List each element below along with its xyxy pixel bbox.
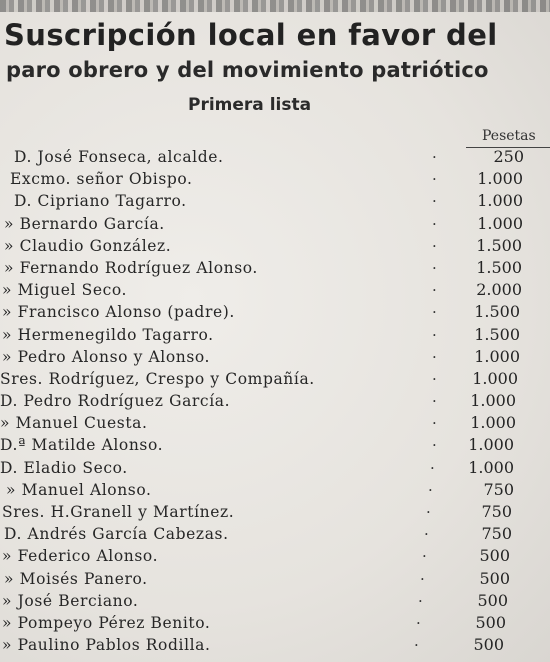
list-item (0, 213, 550, 235)
subscriber-name: D. Eladio Seco. (0, 458, 128, 477)
subscriber-name: » Manuel Alonso. (6, 480, 152, 499)
subscription-amount: 1.500 (474, 302, 520, 322)
subscriber-name: » Fernando Rodríguez Alonso. (4, 258, 258, 277)
leader-dot: · (432, 436, 437, 455)
subscriber-name: » José Berciano. (2, 591, 139, 610)
subscription-amount: 2.000 (476, 280, 522, 300)
leader-dot: · (432, 170, 437, 189)
leader-dot: · (432, 347, 437, 366)
leader-dot: · (420, 569, 425, 588)
leader-dot: · (432, 303, 437, 322)
list-item (0, 257, 550, 279)
subscriber-name: D. Cipriano Tagarro. (14, 192, 187, 211)
subscriber-name: » Francisco Alonso (padre). (2, 303, 235, 322)
subscription-amount: 1.000 (470, 391, 516, 411)
list-item (0, 634, 550, 656)
leader-dot: · (432, 392, 437, 411)
leader-dot: · (424, 525, 429, 544)
subscriber-name: » Bernardo García. (4, 214, 165, 233)
list-item (0, 412, 550, 434)
list-item (0, 368, 550, 390)
subscription-amount: 1.000 (468, 435, 514, 455)
subscriber-name: D. Andrés García Cabezas. (4, 525, 229, 544)
subscriber-name: » Hermenegildo Tagarro. (2, 325, 214, 344)
list-item (0, 390, 550, 412)
leader-dot: · (432, 369, 437, 388)
torn-top-edge (0, 0, 550, 12)
list-item (0, 457, 550, 479)
leader-dot: · (432, 414, 437, 433)
subscription-amount: 1.500 (474, 324, 520, 344)
subscription-amount: 500 (473, 635, 504, 655)
subscriber-name: » Moisés Panero. (4, 569, 148, 588)
list-item (0, 545, 550, 567)
leader-dot: · (432, 281, 437, 300)
subscription-amount: 750 (481, 502, 512, 521)
subscriber-name: » Paulino Pablos Rodilla. (2, 636, 211, 655)
list-item (0, 279, 550, 301)
article-title: Suscripción local en favor del (4, 18, 498, 52)
subscription-amount: 250 (493, 147, 524, 166)
subscription-amount: 750 (481, 524, 512, 544)
subscription-amount: 1.000 (477, 191, 523, 211)
subscription-amount: 1.000 (468, 457, 514, 477)
subscriber-name: » Claudio González. (4, 236, 172, 255)
subscription-amount: 1.000 (477, 213, 523, 233)
list-item (0, 324, 550, 346)
list-item (0, 190, 550, 212)
list-item (0, 168, 550, 190)
leader-dot: · (426, 503, 431, 521)
subscriber-name: Sres. Rodríguez, Crespo y Compañía. (0, 369, 315, 388)
subscriber-name: » Federico Alonso. (2, 547, 159, 566)
list-heading: Primera lista (188, 95, 312, 115)
list-item (0, 568, 550, 590)
leader-dot: · (432, 258, 437, 277)
leader-dot: · (414, 636, 419, 655)
subscription-amount: 1.500 (476, 235, 522, 255)
leader-dot: · (432, 148, 437, 166)
subscription-amount: 500 (479, 546, 510, 566)
leader-dot: · (416, 613, 421, 632)
leader-dot: · (418, 591, 423, 610)
list-item (0, 301, 550, 323)
leader-dot: · (428, 480, 433, 499)
leader-dot: · (432, 214, 437, 233)
leader-dot: · (422, 547, 427, 566)
subscriber-name: » Pedro Alonso y Alonso. (2, 347, 211, 366)
leader-dot: · (432, 236, 437, 255)
list-item (0, 523, 550, 545)
subscriber-name: » Miguel Seco. (2, 281, 128, 300)
leader-dot: · (430, 458, 435, 477)
list-item (0, 235, 550, 257)
leader-dot: · (432, 192, 437, 211)
article-subtitle: paro obrero y del movimiento patriótico (6, 58, 489, 82)
subscriber-name: D.ª Matilde Alonso. (0, 436, 164, 455)
amount-column-header: Pesetas (482, 128, 536, 144)
subscription-amount: 1.000 (477, 169, 523, 189)
list-item (0, 612, 550, 634)
subscription-amount: 500 (477, 590, 508, 610)
subscription-amount: 1.500 (476, 257, 522, 277)
list-item (0, 346, 550, 368)
subscription-amount: 500 (475, 612, 506, 632)
subscriber-name: D. José Fonseca, alcalde. (14, 148, 224, 166)
subscription-amount: 1.000 (470, 413, 516, 433)
subscription-amount: 500 (479, 568, 510, 588)
subscription-amount: 1.000 (474, 346, 520, 366)
subscriber-name: Excmo. señor Obispo. (10, 170, 193, 189)
subscriber-name: » Pompeyo Pérez Benito. (2, 613, 211, 632)
subscriber-name: » Manuel Cuesta. (0, 414, 148, 433)
list-item (0, 146, 550, 168)
subscription-amount: 750 (483, 479, 514, 499)
subscription-list (0, 146, 550, 656)
list-item (0, 434, 550, 456)
list-item (0, 590, 550, 612)
list-item (0, 501, 550, 523)
subscriber-name: D. Pedro Rodríguez García. (0, 392, 231, 411)
subscriber-name: Sres. H.Granell y Martínez. (2, 503, 235, 521)
list-item (0, 479, 550, 501)
leader-dot: · (432, 325, 437, 344)
subscription-amount: 1.000 (472, 368, 518, 388)
